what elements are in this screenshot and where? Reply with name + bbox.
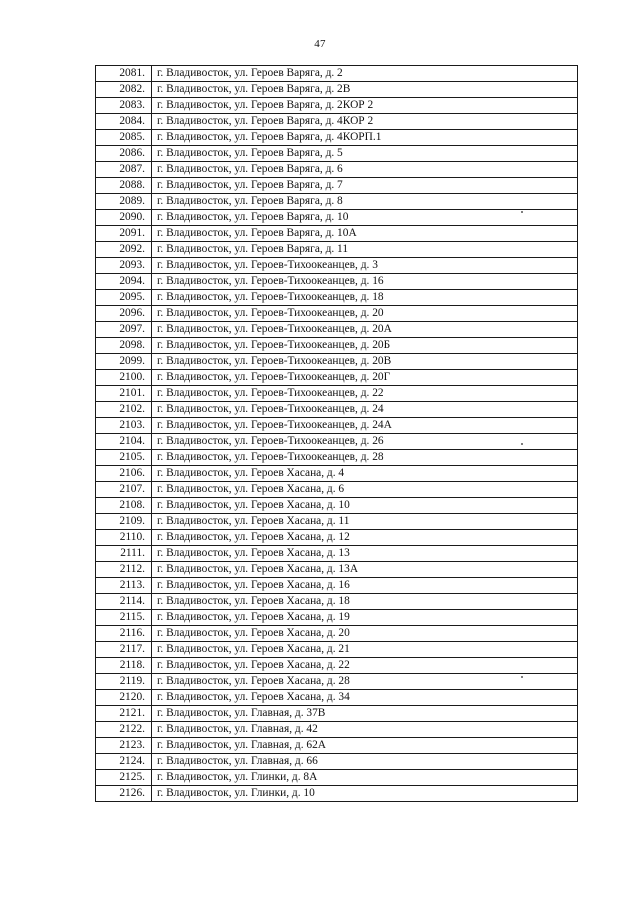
row-number: 2108. (96, 498, 152, 514)
address-table-container (95, 65, 577, 802)
row-address: г. Владивосток, ул. Главная, д. 66 (152, 754, 578, 770)
row-address: г. Владивосток, ул. Героев Варяга, д. 10А (152, 226, 578, 242)
table-row (96, 674, 578, 690)
row-address: г. Владивосток, ул. Героев-Тихоокеанцев, д. 20Г (152, 370, 578, 386)
scan-speck (521, 443, 523, 445)
row-number: 2120. (96, 690, 152, 706)
table-row (96, 738, 578, 754)
table-row (96, 258, 578, 274)
row-address: г. Владивосток, ул. Героев Варяга, д. 8 (152, 194, 578, 210)
table-row (96, 306, 578, 322)
table-row (96, 482, 578, 498)
row-number: 2100. (96, 370, 152, 386)
table-row (96, 178, 578, 194)
table-row (96, 162, 578, 178)
row-number: 2107. (96, 482, 152, 498)
row-number: 2098. (96, 338, 152, 354)
row-address: г. Владивосток, ул. Героев Варяга, д. 7 (152, 178, 578, 194)
row-number: 2092. (96, 242, 152, 258)
table-row (96, 562, 578, 578)
table-row (96, 114, 578, 130)
address-table-body (96, 66, 578, 802)
row-address: г. Владивосток, ул. Героев Варяга, д. 2 (152, 66, 578, 82)
row-address: г. Владивосток, ул. Героев-Тихоокеанцев, д. 28 (152, 450, 578, 466)
row-number: 2083. (96, 98, 152, 114)
row-number: 2099. (96, 354, 152, 370)
table-row (96, 210, 578, 226)
row-number: 2116. (96, 626, 152, 642)
row-address: г. Владивосток, ул. Героев-Тихоокеанцев, д. 24А (152, 418, 578, 434)
table-row (96, 514, 578, 530)
row-address: г. Владивосток, ул. Героев Хасана, д. 13А (152, 562, 578, 578)
row-number: 2112. (96, 562, 152, 578)
row-address: г. Владивосток, ул. Героев Варяга, д. 4КОР 2 (152, 114, 578, 130)
row-address: г. Владивосток, ул. Героев Хасана, д. 12 (152, 530, 578, 546)
row-number: 2110. (96, 530, 152, 546)
row-address: г. Владивосток, ул. Героев-Тихоокеанцев, д. 18 (152, 290, 578, 306)
table-row (96, 530, 578, 546)
table-row (96, 642, 578, 658)
table-row (96, 402, 578, 418)
table-row (96, 498, 578, 514)
table-row (96, 706, 578, 722)
row-number: 2096. (96, 306, 152, 322)
row-address: г. Владивосток, ул. Героев Хасана, д. 18 (152, 594, 578, 610)
table-row (96, 690, 578, 706)
row-number: 2093. (96, 258, 152, 274)
row-number: 2118. (96, 658, 152, 674)
row-address: г. Владивосток, ул. Героев-Тихоокеанцев, д. 26 (152, 434, 578, 450)
table-row (96, 722, 578, 738)
row-address: г. Владивосток, ул. Главная, д. 37В (152, 706, 578, 722)
table-row (96, 450, 578, 466)
table-row (96, 658, 578, 674)
row-address: г. Владивосток, ул. Героев Варяга, д. 10 (152, 210, 578, 226)
row-number: 2119. (96, 674, 152, 690)
row-number: 2113. (96, 578, 152, 594)
row-address: г. Владивосток, ул. Героев Хасана, д. 4 (152, 466, 578, 482)
row-address: г. Владивосток, ул. Героев-Тихоокеанцев, д. 20 (152, 306, 578, 322)
row-address: г. Владивосток, ул. Героев Варяга, д. 6 (152, 162, 578, 178)
table-row (96, 370, 578, 386)
row-number: 2095. (96, 290, 152, 306)
table-row (96, 130, 578, 146)
row-address: г. Владивосток, ул. Героев-Тихоокеанцев, д. 20Б (152, 338, 578, 354)
row-number: 2121. (96, 706, 152, 722)
row-address: г. Владивосток, ул. Героев Хасана, д. 21 (152, 642, 578, 658)
row-address: г. Владивосток, ул. Главная, д. 42 (152, 722, 578, 738)
row-number: 2123. (96, 738, 152, 754)
row-address: г. Владивосток, ул. Героев Варяга, д. 5 (152, 146, 578, 162)
table-row (96, 98, 578, 114)
table-row (96, 418, 578, 434)
table-row (96, 354, 578, 370)
table-row (96, 786, 578, 802)
row-address: г. Владивосток, ул. Героев Варяга, д. 11 (152, 242, 578, 258)
row-number: 2085. (96, 130, 152, 146)
row-number: 2109. (96, 514, 152, 530)
table-row (96, 386, 578, 402)
table-row (96, 290, 578, 306)
row-address: г. Владивосток, ул. Героев-Тихоокеанцев, д. 24 (152, 402, 578, 418)
row-address: г. Владивосток, ул. Героев-Тихоокеанцев, д. 16 (152, 274, 578, 290)
row-address: г. Владивосток, ул. Глинки, д. 10 (152, 786, 578, 802)
row-address: г. Владивосток, ул. Героев Хасана, д. 6 (152, 482, 578, 498)
page-number: 47 (314, 38, 326, 50)
row-number: 2126. (96, 786, 152, 802)
table-row (96, 226, 578, 242)
row-number: 2089. (96, 194, 152, 210)
table-row (96, 322, 578, 338)
row-address: г. Владивосток, ул. Героев Варяга, д. 2В (152, 82, 578, 98)
table-row (96, 434, 578, 450)
row-number: 2103. (96, 418, 152, 434)
table-row (96, 338, 578, 354)
table-row (96, 754, 578, 770)
row-number: 2091. (96, 226, 152, 242)
row-number: 2115. (96, 610, 152, 626)
row-number: 2097. (96, 322, 152, 338)
row-address: г. Владивосток, ул. Героев Хасана, д. 13 (152, 546, 578, 562)
table-row (96, 770, 578, 786)
row-address: г. Владивосток, ул. Главная, д. 62А (152, 738, 578, 754)
row-address: г. Владивосток, ул. Героев-Тихоокеанцев, д. 20В (152, 354, 578, 370)
row-number: 2088. (96, 178, 152, 194)
row-number: 2081. (96, 66, 152, 82)
row-address: г. Владивосток, ул. Героев-Тихоокеанцев, д. 22 (152, 386, 578, 402)
row-address: г. Владивосток, ул. Героев Хасана, д. 22 (152, 658, 578, 674)
row-address: г. Владивосток, ул. Героев Хасана, д. 34 (152, 690, 578, 706)
table-row (96, 466, 578, 482)
row-address: г. Владивосток, ул. Героев Хасана, д. 28 (152, 674, 578, 690)
row-number: 2124. (96, 754, 152, 770)
row-address: г. Владивосток, ул. Героев Варяга, д. 2КОР 2 (152, 98, 578, 114)
table-row (96, 626, 578, 642)
table-row (96, 546, 578, 562)
row-number: 2086. (96, 146, 152, 162)
row-address: г. Владивосток, ул. Героев Хасана, д. 20 (152, 626, 578, 642)
table-row (96, 274, 578, 290)
row-address: г. Владивосток, ул. Героев Варяга, д. 4КОРП.1 (152, 130, 578, 146)
row-number: 2114. (96, 594, 152, 610)
row-number: 2106. (96, 466, 152, 482)
row-number: 2122. (96, 722, 152, 738)
scan-speck (521, 676, 523, 678)
address-table (95, 65, 578, 802)
row-address: г. Владивосток, ул. Героев Хасана, д. 19 (152, 610, 578, 626)
row-address: г. Владивосток, ул. Героев-Тихоокеанцев, д. 3 (152, 258, 578, 274)
table-row (96, 82, 578, 98)
row-address: г. Владивосток, ул. Героев-Тихоокеанцев, д. 20А (152, 322, 578, 338)
row-address: г. Владивосток, ул. Героев Хасана, д. 11 (152, 514, 578, 530)
row-number: 2087. (96, 162, 152, 178)
row-number: 2125. (96, 770, 152, 786)
row-number: 2090. (96, 210, 152, 226)
table-row (96, 146, 578, 162)
table-row (96, 578, 578, 594)
table-row (96, 610, 578, 626)
table-row (96, 242, 578, 258)
row-number: 2082. (96, 82, 152, 98)
row-number: 2111. (96, 546, 152, 562)
row-number: 2117. (96, 642, 152, 658)
row-number: 2104. (96, 434, 152, 450)
row-number: 2094. (96, 274, 152, 290)
scan-speck (521, 211, 523, 213)
row-number: 2101. (96, 386, 152, 402)
row-number: 2102. (96, 402, 152, 418)
row-address: г. Владивосток, ул. Героев Хасана, д. 10 (152, 498, 578, 514)
table-row (96, 194, 578, 210)
row-address: г. Владивосток, ул. Глинки, д. 8А (152, 770, 578, 786)
row-number: 2105. (96, 450, 152, 466)
table-row (96, 66, 578, 82)
row-address: г. Владивосток, ул. Героев Хасана, д. 16 (152, 578, 578, 594)
table-row (96, 594, 578, 610)
row-number: 2084. (96, 114, 152, 130)
